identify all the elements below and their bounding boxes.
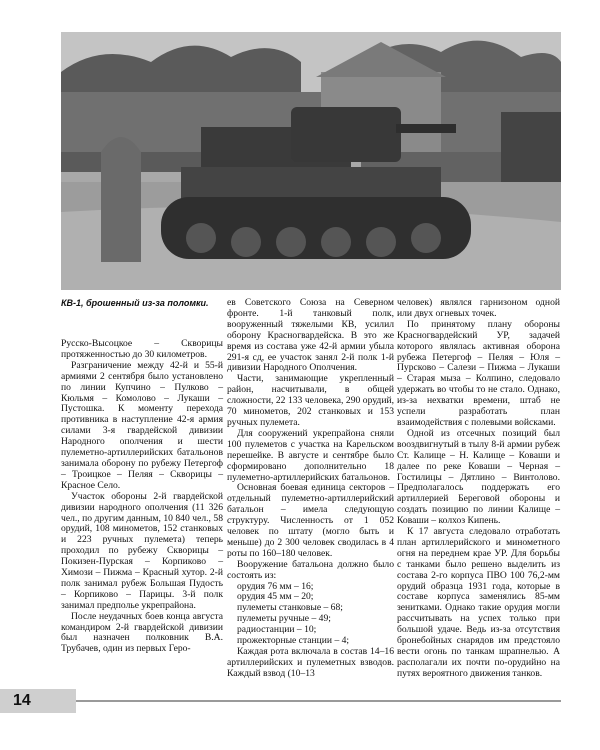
paragraph: Вооружение батальона должно было состоять из: (227, 558, 394, 581)
list-item: пулеметы ручные – 49; (237, 613, 331, 625)
page-number-bar (0, 689, 76, 713)
paragraph: Каждая рота включала в состав 14–16 артиллерийских и пулеметных взводов. Каждый взвод (10–13 (227, 646, 394, 679)
list-item: прожекторные станции – 4; (237, 635, 350, 647)
list-item: пулеметы станковые – 68; (237, 602, 343, 614)
paragraph: Разграничение между 42-й и 55-й армиями 2 сентября было установлено по линии Купчино – Пулково – Кюльмя – Комолово – Лукаши – Пустошка. К моменту перехода противника в наступление 42-я армия силами 3-я гвардейской дивизии Народного ополчения и шести пулеметно-артиллерийских батальонов занимала оборону по рубежу Петергоф – Троицкое – Пеляя – Скворицы – Красное Село. (61, 359, 223, 491)
paragraph: Участок обороны 2-й гвардейской дивизии народного ополчения (11 326 чел., по другим данным, 10 840 чел., 58 орудий, 108 минометов, 152 станковых и 223 ручных пулемета) теперь проходил по рубежу Скворицы – Покизен-Пурская – Корпиково – Химози – Пижма – Красный хутор. 2-й полк занимал рубеж Большая Пудость – Корпиково – Парицы. 3-й полк занимал предполье укрепрайона. (61, 490, 223, 611)
list-item: орудия 76 мм – 16; (237, 580, 314, 592)
list-item: радиостанции – 10; (237, 624, 317, 636)
paragraph: Одной из отсечных позиций был вооздвигнутый в тылу 8-й армии рубеж Ст. Калище – Н. Калище – Коваши и далее по реке Коваши – Черная – Гостилицы – Дятлино – Винтолово. Предполагалось поддержать его артиллерией Береговой обороны и создать позицию по линии Калище – Коваши – колхоз Кипень. (397, 427, 560, 527)
page-number: 14 (13, 692, 31, 709)
text-column-3 (397, 298, 560, 680)
footer-rule (76, 700, 561, 702)
tank-photo (61, 32, 561, 290)
paragraph: После неудачных боев конца августа командиром 2-й гвардейской дивизии был назначен полковник В.А. Трубачев, один из первых Геро- (61, 610, 223, 655)
paragraph: По принятому плану обороны Красногвардейский УР, задачей которого являлась активная оборона рубежа Петергоф – Пеляя – Юля – Пурсково – Салези – Пижма – Лукаши – Старая мыза – Колпино, следовало удержать во чтобы то не стало. Однако, из-за нехватки времени, штаб не успели разработать план взаимодействия с полевыми войсками. (397, 318, 560, 428)
paragraph: Для сооружений укрепрайона сняли 100 пулеметов с участка на Карельском перешейке. В августе и сентябре было сформировано дополнительно 18 пулеметно-артиллерийских батальонов. (227, 427, 394, 483)
text-column-1 (61, 339, 223, 655)
paragraph: ев Советского Союза на Северном фронте. 1-й танковый полк, вооруженный тяжелыми КВ, усилил оборону Красногвардейска. В это же время из состава уже 42-й армии убыла 291-я сд, ее участок занял 2-й полк 1-й дивизии Народного Ополчения. (227, 297, 394, 374)
paragraph: Русско-Высоцкое – Скворицы протяженностью до 30 километров. (61, 338, 223, 360)
paragraph: Части, занимающие укрепленный район, насчитывали, в общей сложности, 22 133 человека, 290 орудий, 70 минометов, 202 станковых и 153 ручных пулемета. (227, 373, 394, 428)
paragraph: Основная боевая единица секторов – отдельный пулеметно-артиллерийский батальон – имела следующую структуру. Численность от 1 052 человек по штату (могло быть и меньше) до 2 300 человек сводилась в 4 роты по 160–180 человек. (227, 482, 394, 559)
list-item: орудия 45 мм – 20; (237, 591, 314, 603)
text-column-2 (227, 298, 394, 680)
tank-photo-illustration (61, 32, 561, 290)
paragraph: К 17 августа следовало отработать план артиллерийского и минометного огня на переднем крае УР. Для борьбы с танками было решено выделить из состава 2-го корпуса ПВО 100 76,2-мм орудий образца 1931 года, которые в составе корпуса заменялись 85-мм зенитками. Однако такие орудия могли рассчитывать на успех только при большой удаче. Ведь из-за отсутствия бронебойных снарядов им предстояло вести огонь по танкам шрапнелью. А располагали их почти по-орудийно на путях вероятного движения танков. (397, 526, 560, 679)
photo-caption: КВ-1, брошенный из-за поломки. (61, 298, 209, 308)
paragraph: человек) являлся гарнизоном одной или двух огневых точек. (397, 297, 560, 319)
